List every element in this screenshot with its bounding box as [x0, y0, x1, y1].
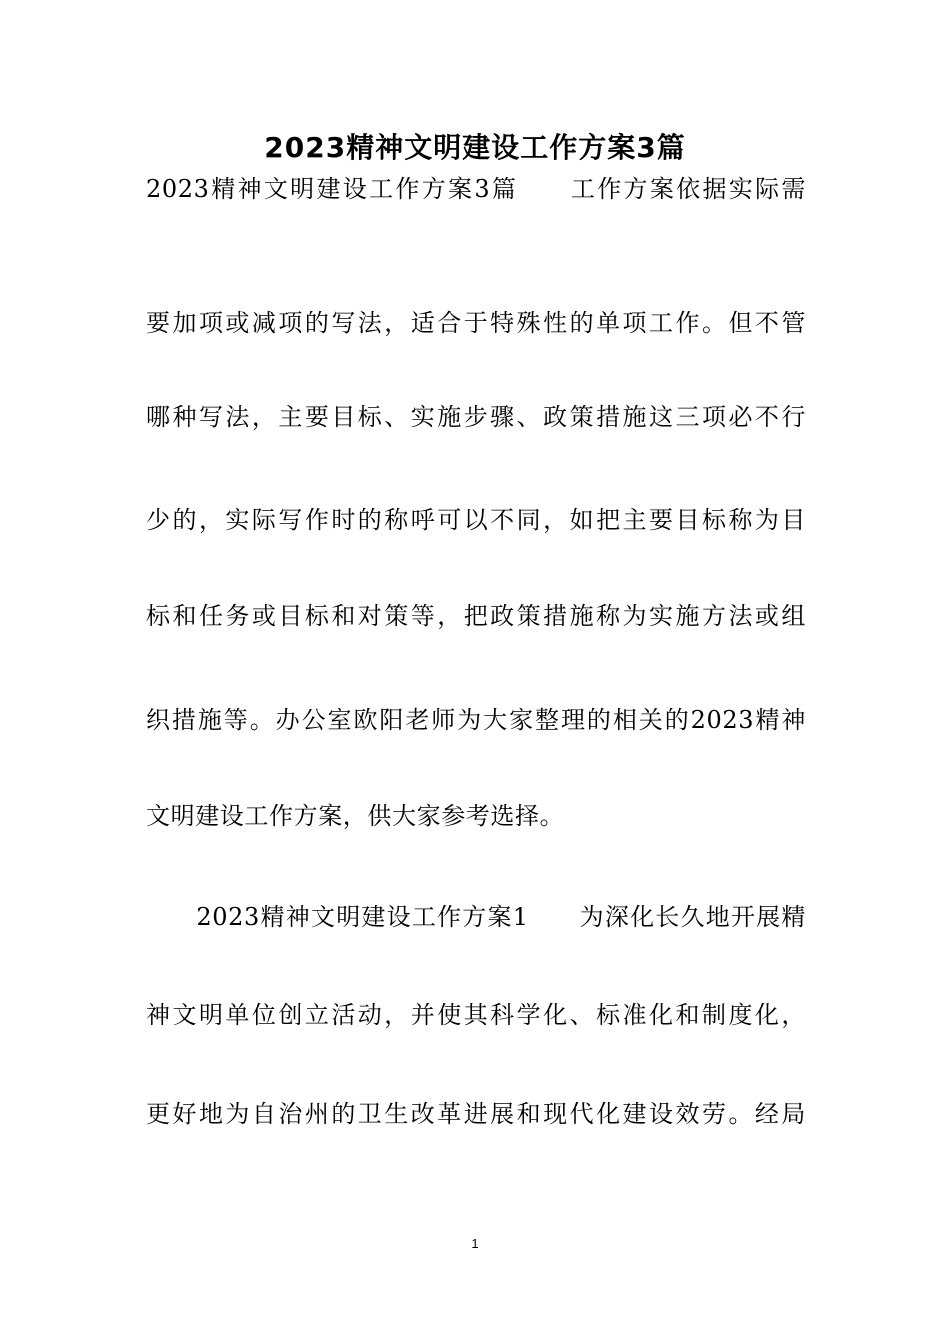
paragraph-line: 2023精神文明建设工作方案1 为深化长久地开展精 [146, 903, 806, 931]
paragraph-line: 文明建设工作方案，供大家参考选择。 [146, 802, 565, 830]
paragraph-line: 标和任务或目标和对策等，把政策措施称为实施方法或组 [146, 602, 806, 630]
paragraph-line: 神文明单位创立活动，并使其科学化、标准化和制度化， [146, 1001, 806, 1029]
paragraph-line: 哪种写法，主要目标、实施步骤、政策措施这三项必不行 [146, 403, 806, 431]
paragraph-line: 2023精神文明建设工作方案3篇 工作方案依据实际需 [146, 175, 806, 203]
document-title: 2023精神文明建设工作方案3篇 [264, 131, 686, 164]
paragraph-line: 少的，实际写作时的称呼可以不同，如把主要目标称为目 [146, 506, 806, 534]
page-number: 1 [471, 1236, 479, 1251]
paragraph-line: 更好地为自治州的卫生改革进展和现代化建设效劳。经局 [146, 1100, 806, 1128]
paragraph-line: 织措施等。办公室欧阳老师为大家整理的相关的2023精神 [146, 706, 806, 734]
paragraph-line: 要加项或减项的写法，适合于特殊性的单项工作。但不管 [146, 309, 806, 337]
